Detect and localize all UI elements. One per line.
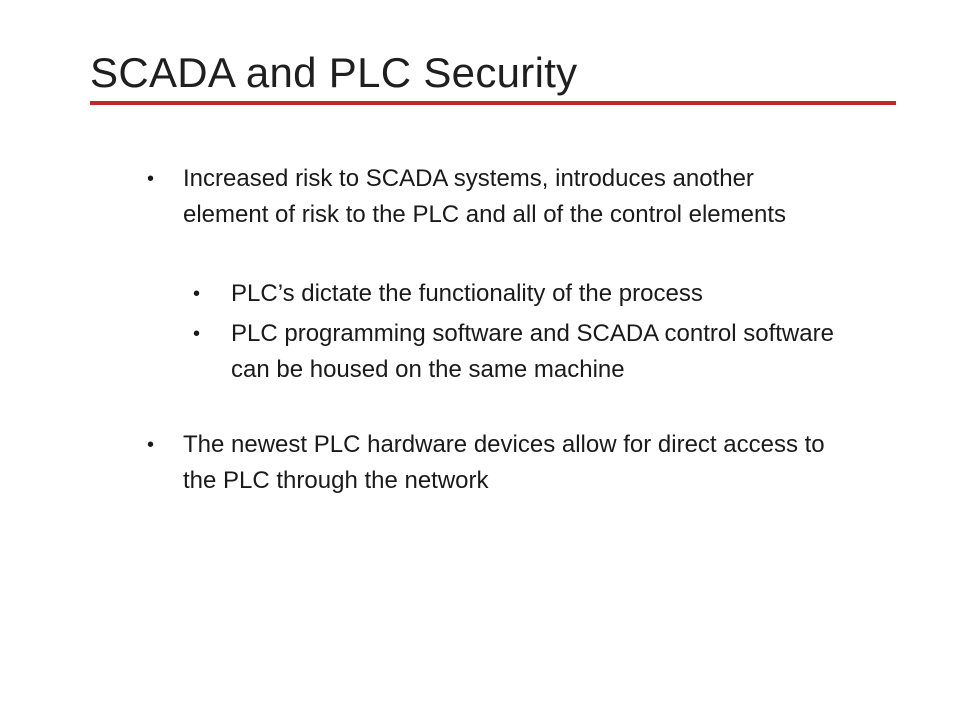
- bullet-text: The newest PLC hardware devices allow for direct access to the PLC through the network: [183, 431, 825, 494]
- bullet-item: [147, 427, 843, 499]
- bullet-icon: •: [147, 434, 155, 456]
- sub-bullet-text: PLC programming software and SCADA control software can be housed on the same machine: [231, 320, 834, 383]
- bullet-item: [147, 161, 843, 233]
- sub-bullet-text: PLC’s dictate the functionality of the process: [231, 280, 703, 307]
- sub-bullet-item: [193, 316, 851, 388]
- bullet-text: Increased risk to SCADA systems, introduces another element of risk to the PLC and all of the control elements: [183, 165, 786, 228]
- bullet-icon: •: [193, 323, 201, 345]
- slide-title: SCADA and PLC Security: [90, 49, 578, 96]
- bullet-icon: •: [147, 168, 155, 190]
- bullet-icon: •: [193, 283, 201, 305]
- sub-bullet-item: [193, 276, 851, 312]
